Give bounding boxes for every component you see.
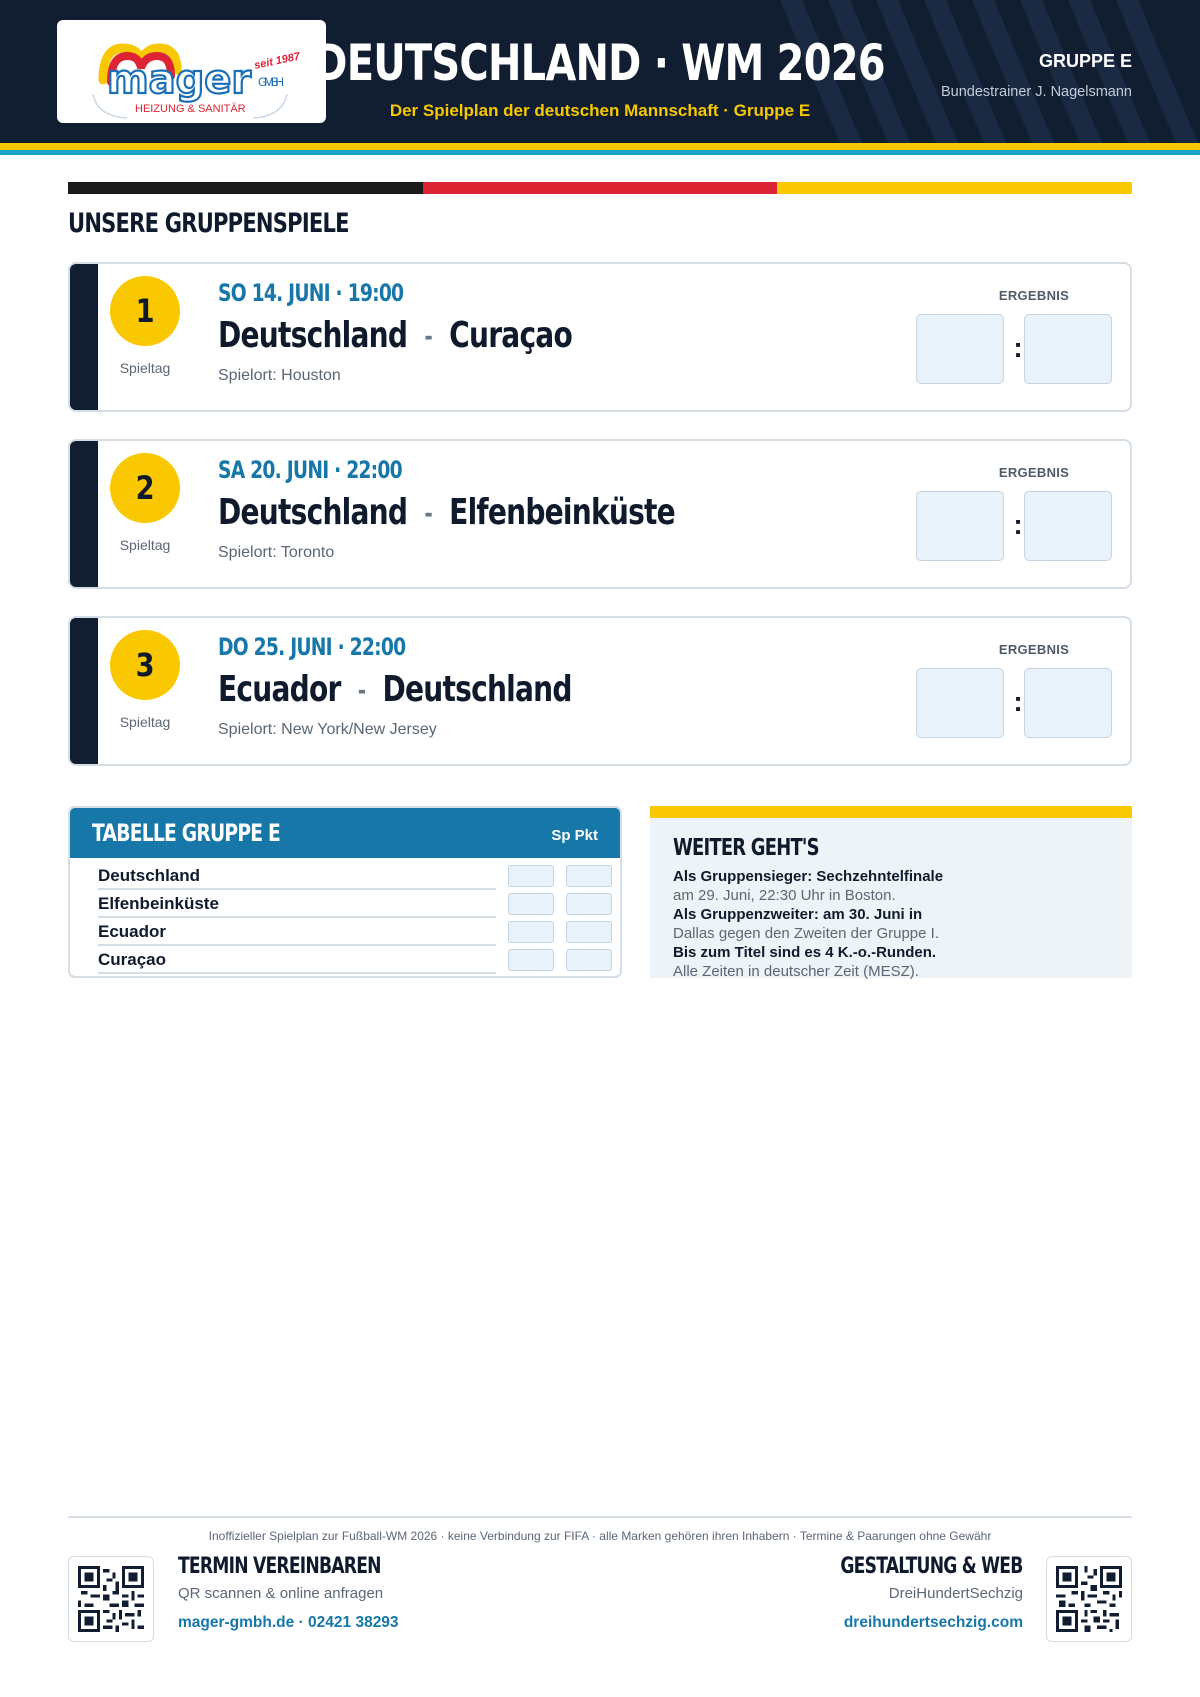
qr-code-left[interactable] bbox=[68, 1556, 154, 1642]
matchday-number: 1 bbox=[110, 276, 180, 346]
table-row bbox=[70, 890, 622, 918]
footer-right-sub: DreiHundertSechzig bbox=[888, 1585, 1023, 1602]
footer-divider bbox=[68, 1516, 1132, 1518]
matchday-label: Spieltag bbox=[119, 714, 171, 730]
card-accent-bar bbox=[70, 441, 98, 587]
match-date: DO 25. JUNI · 22:00 bbox=[218, 633, 406, 661]
match-card-1 bbox=[68, 262, 1132, 412]
score-colon: : bbox=[1013, 686, 1023, 717]
away-score-box[interactable] bbox=[1024, 668, 1112, 738]
played-box[interactable] bbox=[508, 921, 554, 943]
team-name: Ecuador bbox=[98, 922, 167, 941]
home-score-box[interactable] bbox=[916, 491, 1004, 561]
info-line-bold: Bis zum Titel sind es 4 K.-o.-Runden. bbox=[673, 944, 937, 961]
footer-left-sub: QR scannen & online anfragen bbox=[178, 1585, 384, 1602]
info-line-bold: Als Gruppenzweiter: am 30. Juni in bbox=[673, 906, 923, 923]
table-row bbox=[70, 862, 622, 890]
footer-left-link[interactable]: mager-gmbh.de · 02421 38293 bbox=[178, 1614, 399, 1631]
match-venue: Spielort: New York/New Jersey bbox=[218, 721, 437, 738]
points-box[interactable] bbox=[566, 893, 612, 915]
home-score-box[interactable] bbox=[916, 314, 1004, 384]
group-label: GRUPPE E bbox=[1038, 51, 1132, 71]
match-card-2 bbox=[68, 439, 1132, 589]
team-separator: - bbox=[357, 676, 366, 706]
info-title: WEITER GEHT'S bbox=[673, 835, 819, 861]
team-name: Curaçao bbox=[98, 950, 167, 969]
matchday-number: 3 bbox=[110, 630, 180, 700]
info-line: am 29. Juni, 22:30 Uhr in Boston. bbox=[673, 887, 896, 904]
team-name: Elfenbeinküste bbox=[98, 894, 219, 913]
footer-right-link[interactable]: dreihundertsechzig.com bbox=[843, 1614, 1023, 1631]
qr-code-icon bbox=[78, 1566, 144, 1632]
header-yellow-stripe bbox=[0, 143, 1200, 150]
table-columns: Sp Pkt bbox=[551, 827, 598, 844]
team-separator: - bbox=[424, 322, 433, 352]
home-score-box[interactable] bbox=[916, 668, 1004, 738]
result-label: ERGEBNIS bbox=[998, 642, 1070, 657]
info-line: Dallas gegen den Zweiten der Gruppe I. bbox=[673, 925, 939, 942]
points-box[interactable] bbox=[566, 949, 612, 971]
next-round-info bbox=[650, 806, 1132, 978]
german-flag-bar bbox=[68, 182, 1132, 194]
svg-text:GMBH: GMBH bbox=[258, 75, 284, 89]
points-box[interactable] bbox=[566, 921, 612, 943]
result-label: ERGEBNIS bbox=[998, 288, 1070, 303]
footer-left-title: TERMIN VEREINBAREN bbox=[178, 1554, 381, 1579]
away-score-box[interactable] bbox=[1024, 314, 1112, 384]
matchday-label: Spieltag bbox=[119, 360, 171, 376]
section-title: UNSERE GRUPPENSPIELE bbox=[68, 208, 349, 239]
card-accent-bar bbox=[70, 618, 98, 764]
svg-text:HEIZUNG & SANITÄR: HEIZUNG & SANITÄR bbox=[135, 103, 246, 115]
played-box[interactable] bbox=[508, 865, 554, 887]
team-separator: - bbox=[424, 499, 433, 529]
qr-code-right[interactable] bbox=[1046, 1556, 1132, 1642]
table-row bbox=[70, 946, 622, 974]
qr-code-icon bbox=[1056, 1566, 1122, 1632]
away-score-box[interactable] bbox=[1024, 491, 1112, 561]
home-team: Deutschland bbox=[218, 315, 408, 356]
score-colon: : bbox=[1013, 509, 1023, 540]
footer-right-title: GESTALTUNG & WEB bbox=[840, 1554, 1023, 1579]
matchday-label: Spieltag bbox=[119, 537, 171, 553]
match-teams bbox=[218, 668, 671, 710]
played-box[interactable] bbox=[508, 893, 554, 915]
match-card-3 bbox=[68, 616, 1132, 766]
row-divider bbox=[98, 972, 496, 974]
team-name: Deutschland bbox=[98, 866, 201, 885]
group-table bbox=[68, 806, 622, 978]
away-team: Elfenbeinküste bbox=[449, 492, 675, 533]
page-title: DEUTSCHLAND · WM 2026 bbox=[314, 34, 886, 92]
score-colon: : bbox=[1013, 332, 1023, 363]
page-header bbox=[0, 0, 1200, 143]
match-date: SO 14. JUNI · 19:00 bbox=[218, 279, 404, 307]
match-venue: Spielort: Houston bbox=[218, 367, 341, 384]
matchday-number: 2 bbox=[110, 453, 180, 523]
home-team: Deutschland bbox=[218, 492, 408, 533]
played-box[interactable] bbox=[508, 949, 554, 971]
info-text bbox=[673, 867, 1113, 981]
info-line: Alle Zeiten in deutscher Zeit (MESZ). bbox=[673, 963, 919, 980]
result-label: ERGEBNIS bbox=[998, 465, 1070, 480]
svg-text:mager: mager bbox=[107, 57, 252, 103]
page-subtitle: Der Spielplan der deutschen Mannschaft · Gruppe E bbox=[389, 101, 811, 120]
points-box[interactable] bbox=[566, 865, 612, 887]
table-title: TABELLE GRUPPE E bbox=[92, 819, 281, 847]
table-row bbox=[70, 918, 622, 946]
info-accent-bar bbox=[650, 806, 1132, 818]
info-line-bold: Als Gruppensieger: Sechzehntelfinale bbox=[673, 868, 944, 885]
table-header bbox=[70, 808, 620, 858]
svg-text:seit 1987: seit 1987 bbox=[253, 50, 302, 72]
match-teams bbox=[218, 314, 672, 356]
card-accent-bar bbox=[70, 264, 98, 410]
footer-disclaimer: Inoffizieller Spielplan zur Fußball-WM 2026 · keine Verbindung zur FIFA · alle Marken gehören ihren Inhabern · Termine & Paarungen ohne Gewähr bbox=[208, 1529, 992, 1543]
coach-label: Bundestrainer J. Nagelsmann bbox=[940, 84, 1132, 100]
away-team: Curaçao bbox=[449, 315, 572, 356]
away-team: Deutschland bbox=[382, 669, 572, 710]
match-date: SA 20. JUNI · 22:00 bbox=[218, 456, 402, 484]
match-venue: Spielort: Toronto bbox=[218, 544, 335, 561]
header-blue-stripe bbox=[0, 150, 1200, 155]
match-teams bbox=[218, 491, 804, 533]
home-team: Ecuador bbox=[218, 669, 341, 710]
